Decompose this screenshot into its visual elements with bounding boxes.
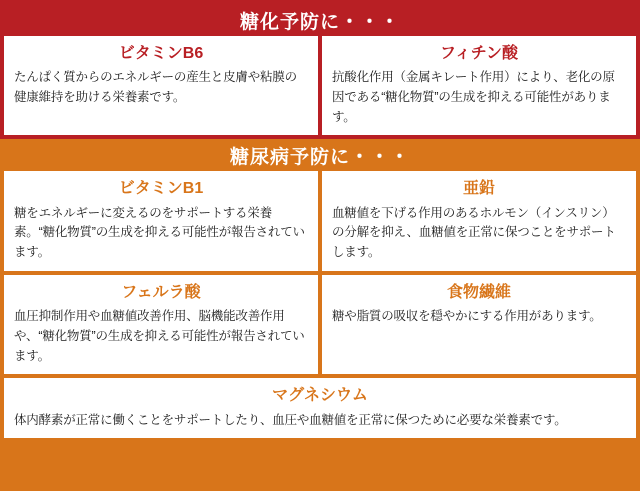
card-vitamin-b6 xyxy=(4,36,318,135)
section-glycation xyxy=(0,0,640,139)
card-ferulic-acid xyxy=(4,275,318,374)
card-text: 体内酵素が正常に働くことをサポートしたり、血圧や血糖値を正常に保つために必要な栄養素です。 xyxy=(14,412,567,427)
card-text: 抗酸化作用（金属キレート作用）により、老化の原因である“糖化物質”の生成を抑える可能性があります。 xyxy=(332,70,615,124)
card-zinc xyxy=(322,171,636,270)
card-vitamin-b1 xyxy=(4,171,318,270)
card-dietary-fiber xyxy=(322,275,636,374)
card-magnesium xyxy=(4,378,636,438)
section-diabetes xyxy=(0,139,640,491)
card-title: 亜鉛 xyxy=(462,180,495,198)
card-title: ビタミンB1 xyxy=(118,180,204,198)
section-diabetes-row-1 xyxy=(4,171,636,270)
section-diabetes-heading: 糖尿病予防に・・・ xyxy=(229,146,410,168)
card-text: 血圧抑制作用や血糖値改善作用、脳機能改善作用や、“糖化物質”の生成を抑える可能性が報告されています。 xyxy=(14,309,305,363)
section-diabetes-row-2 xyxy=(4,275,636,374)
card-title: 食物繊維 xyxy=(446,283,511,301)
card-text: 血糖値を下げる作用のあるホルモン（インスリン）の分解を抑え、血糖値を正常に保つことをサポートします。 xyxy=(332,205,616,260)
card-title: フェルラ酸 xyxy=(121,283,201,301)
card-title: フィチン酸 xyxy=(440,45,518,62)
card-title: ビタミンB6 xyxy=(118,45,204,62)
card-text: たんぱく質からのエネルギーの産生と皮膚や粘膜の健康維持を助ける栄養素です。 xyxy=(14,70,297,104)
section-glycation-row-1 xyxy=(4,36,636,139)
card-phytic-acid xyxy=(322,36,636,135)
card-text: 糖をエネルギーに変えるのをサポートする栄養素。“糖化物質”の生成を抑える可能性が報告されています。 xyxy=(14,205,305,260)
section-diabetes-row-3 xyxy=(4,378,636,438)
card-text: 糖や脂質の吸収を穏やかにする作用があります。 xyxy=(332,309,602,324)
card-title: マグネシウム xyxy=(272,387,368,405)
section-glycation-heading: 糖化予防に・・・ xyxy=(239,11,400,33)
section-diabetes-cards xyxy=(4,171,636,438)
